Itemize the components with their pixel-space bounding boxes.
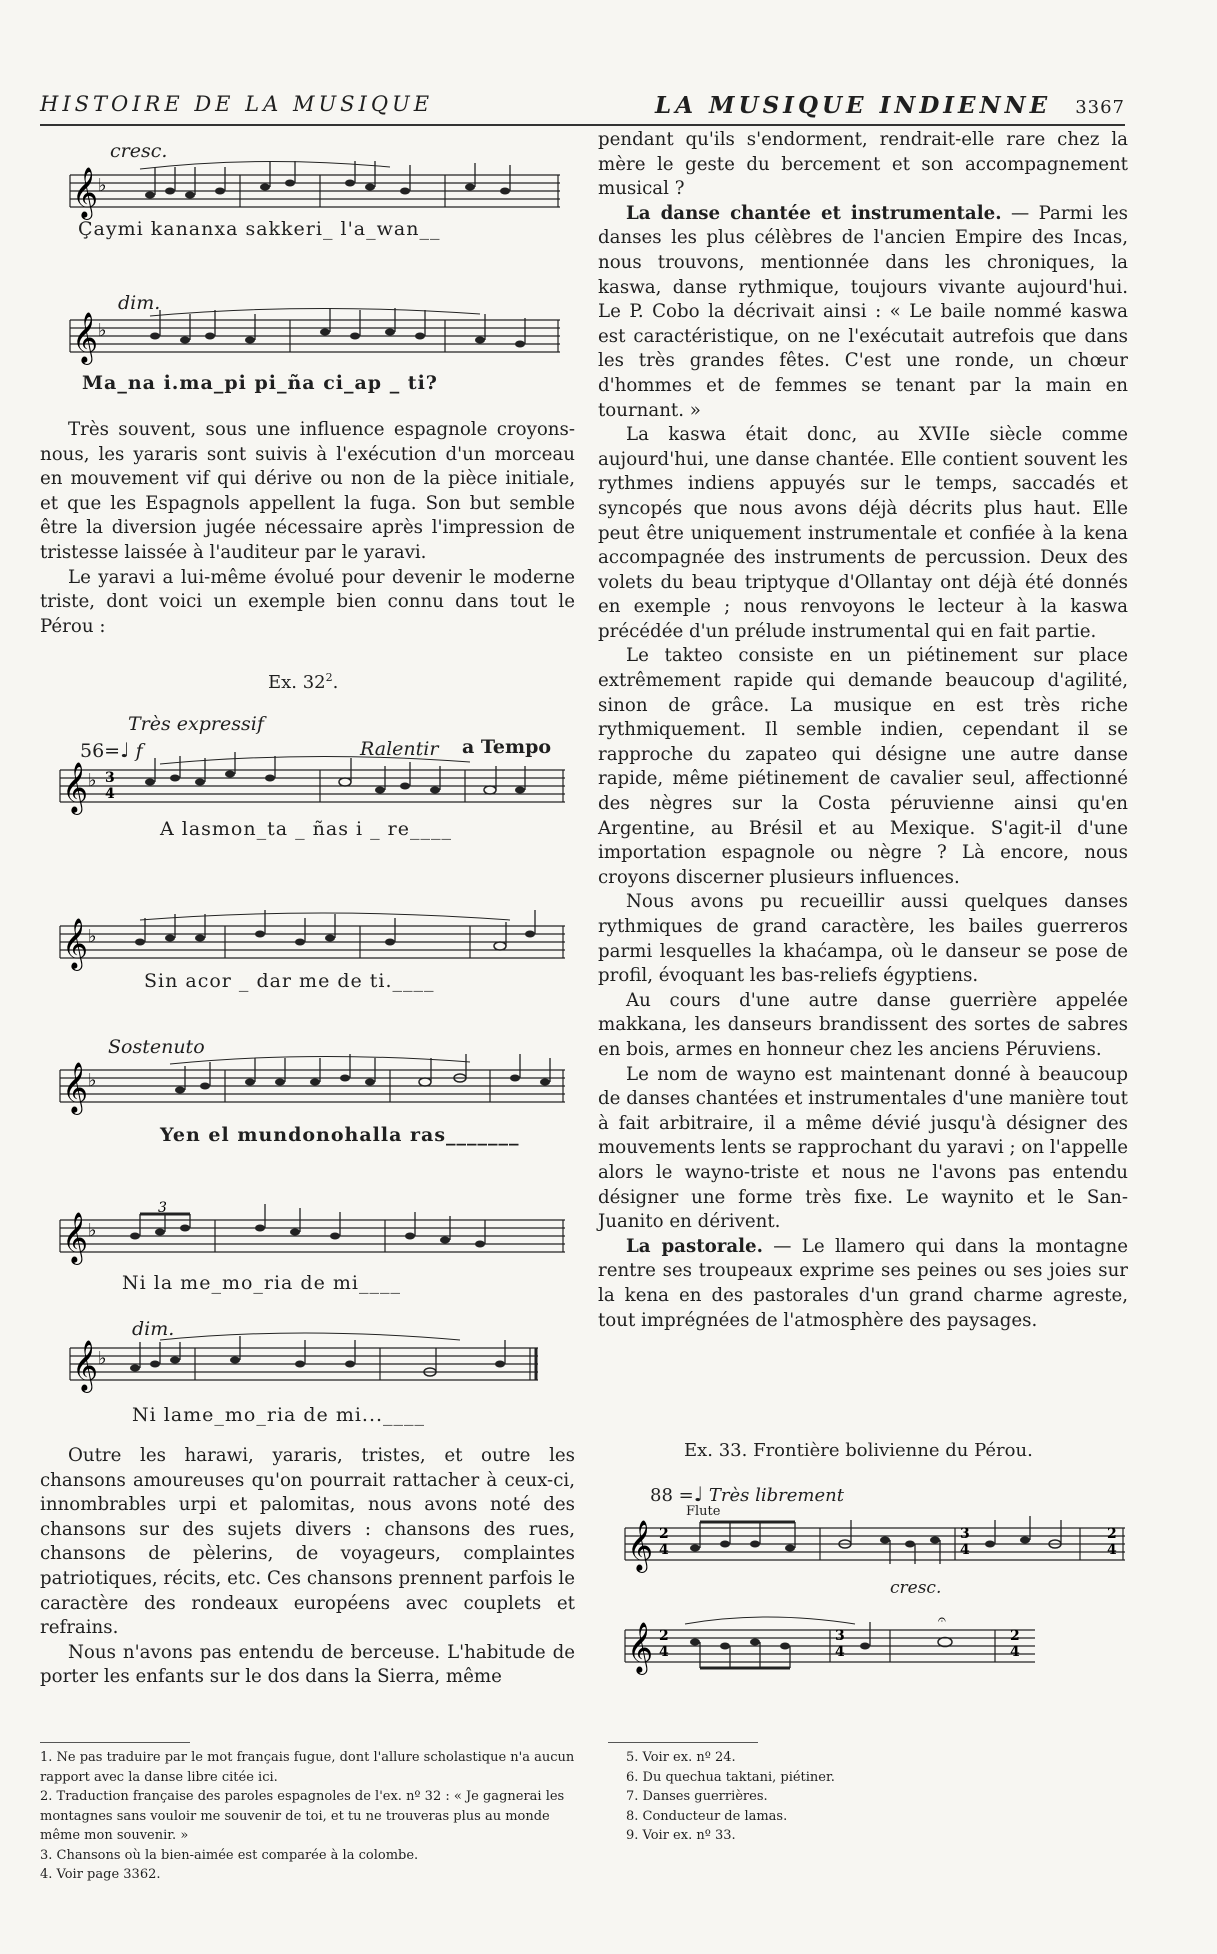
running-header — [40, 92, 1125, 118]
svg-text:2: 2 — [659, 1628, 669, 1644]
ex32-tempo-value: 56= — [80, 740, 121, 762]
ex32-lyric-1: A lasmon_ta _ ñas i _ re____ — [160, 818, 452, 840]
svg-text:𝄞: 𝄞 — [72, 312, 99, 363]
ex32-dynamic: f — [135, 740, 143, 762]
footnote-5: 5. Voir ex. nº 24. — [626, 1750, 736, 1765]
svg-text:𝄞: 𝄞 — [627, 1622, 654, 1673]
music-staff-3 — [50, 752, 570, 822]
svg-text:2: 2 — [659, 1526, 669, 1542]
left-paragraph-4: Nous n'avons pas entendu de berceuse. L'habitude de porter les enfants sur le dos dans la Sierra, même — [40, 1641, 575, 1688]
header-section-title: LA MUSIQUE INDIENNE — [655, 92, 1052, 119]
left-paragraph-3: Outre les harawi, yararis, tristes, et outre les chansons amoureuses qu'on pourrait rattacher à ceux-ci, innombrables urpi et palomitas, nous avons noté des chansons sur des sujets divers : chansons des rues, chansons de pèlerins, de voyageurs, complaintes patriotiques, récits, etc. Ces chansons prennent parfois le caractère des rondeaux européens avec couplets et refrains. — [40, 1445, 575, 1639]
right-paragraph-1: pendant qu'ils s'endorment, rendrait-elle rare chez la mère le geste du bercement et son accompagnement musical ? — [598, 129, 1128, 200]
music-staff-6 — [50, 1200, 570, 1270]
right-paragraph-8 — [598, 1235, 1128, 1333]
svg-text:3: 3 — [105, 770, 115, 786]
footnote-6: 6. Du quechua taktani, piétiner. — [626, 1769, 835, 1785]
right-paragraph-6: Au cours d'une autre danse guerrière appelée makkana, les danseurs brandissent des sortes de sabres en bois, armes en honneur chez les anciens Péruviens. — [598, 989, 1128, 1060]
ex1-lyric: Çaymi kananxa sakkeri_ l'a_wan__ — [78, 218, 441, 240]
footnote-8: 8. Conducteur de lamas. — [626, 1808, 788, 1824]
ex32-expression: Très expressif — [128, 713, 264, 735]
svg-text:𝄞: 𝄞 — [72, 167, 99, 218]
ex32-footnote-ref: 2 — [325, 671, 333, 684]
svg-text:♭: ♭ — [88, 1220, 97, 1241]
ex32-lyric-3: Yen el mundonohalla ras_______ — [160, 1124, 520, 1146]
svg-text:4: 4 — [960, 1542, 970, 1558]
music-staff-2 — [60, 300, 560, 370]
right-paragraph-2 — [598, 202, 1128, 423]
svg-text:𝄐: 𝄐 — [938, 1612, 946, 1628]
svg-text:𝄞: 𝄞 — [62, 1062, 89, 1113]
svg-text:𝄞: 𝄞 — [62, 918, 89, 969]
svg-text:♭: ♭ — [88, 770, 97, 791]
svg-text:3: 3 — [835, 1628, 845, 1644]
footnote-4: 4. Voir page 3362. — [40, 1867, 161, 1882]
footnote-9: 9. Voir ex. nº 33. — [626, 1828, 736, 1843]
svg-text:4: 4 — [1107, 1542, 1117, 1558]
ex33-cresc: cresc. — [890, 1578, 942, 1598]
right-footnote-rule — [608, 1742, 758, 1743]
right-column-text — [598, 128, 1128, 1333]
svg-text:𝄞: 𝄞 — [62, 1212, 89, 1263]
heading-pastorale: La pastorale. — [626, 1235, 763, 1257]
svg-text:♭: ♭ — [98, 175, 107, 196]
right-paragraph-3: La kaswa était donc, au XVIIe siècle comme aujourd'hui, une danse chantée. Elle contient souvent les rythmes indiens appuyés sur le temps, saccadés et syncopés que nous avons déjà décrits plus haut. Elle peut être uniquement instrumentale et confiée à la kena accompagnée des instruments de percussion. Deux des volets du beau triptyque d'Ollantay ont déjà été donnés en exemple ; nous renvoyons le lecteur à la kaswa précédée d'un prélude instrumental qui en fait partie. — [598, 424, 1128, 642]
heading-danse: La danse chantée et instrumentale. — [626, 202, 1002, 224]
music-staff-1 — [60, 155, 560, 225]
footnote-7: 7. Danses guerrières. — [626, 1789, 768, 1804]
svg-text:♭: ♭ — [98, 1348, 107, 1369]
left-footnotes — [40, 1748, 575, 1885]
header-right-title — [655, 92, 1125, 119]
ex32-dim-mark: dim. — [132, 1318, 175, 1340]
left-paragraph-2: Le yaravi a lui-même évolué pour devenir le moderne triste, dont voici un exemple bien connu dans tout le Pérou : — [40, 566, 575, 637]
ex32-label-text: Ex. 32 — [268, 672, 326, 693]
svg-text:3: 3 — [960, 1526, 970, 1542]
header-left-title: HISTOIRE DE LA MUSIQUE — [40, 92, 434, 116]
ex32-lyric-4: Ni la me_mo_ria de mi____ — [122, 1272, 401, 1294]
svg-text:4: 4 — [659, 1542, 669, 1558]
svg-text:2: 2 — [1107, 1526, 1117, 1542]
music-staff-ex33-1 — [615, 1508, 1135, 1578]
header-rule — [40, 124, 1125, 126]
svg-text:𝄞: 𝄞 — [627, 1520, 654, 1571]
footnote-3: 3. Chansons où la bien-aimée est comparée à la colombe. — [40, 1847, 419, 1863]
ex32-tempo: 56=♩ f — [80, 738, 143, 762]
right-paragraph-5: Nous avons pu recueillir aussi quelques danses rythmiques de grand caractère, les bailes guerreros parmi lesquelles la khaćampa, où le danseur se pose de profil, évoquant les bas-reliefs égyptiens. — [598, 891, 1128, 987]
music-staff-7 — [60, 1328, 540, 1398]
svg-text:𝄞: 𝄞 — [72, 1340, 99, 1391]
footnote-2: 2. Traduction française des paroles espagnoles de l'ex. nº 32 : « Je gagnerai les montagnes sans vouloir me souvenir de toi, et tu ne trouveras plus au monde même mon souvenir. » — [40, 1789, 565, 1843]
ex33-expression: Très librement — [708, 1485, 844, 1506]
right-paragraph-7: Le nom de wayno est maintenant donné à beaucoup de danses chantées et instrumentales d'une manière tout à fait arbitraire, il a même dévié jusqu'à désigner des mouvements lents se rapprochant du yaravi ; on l'appelle alors le wayno-triste et nous ne l'avons pas entendu désigner une forme très fixe. Le waynito et le San-Juanito en dérivent. — [598, 1063, 1128, 1233]
ex2-dynamic-mark: dim. — [118, 292, 161, 314]
ex32-atempo: a Tempo — [462, 736, 552, 758]
music-staff-ex33-2 — [615, 1610, 1035, 1680]
left-column-text-top — [40, 418, 575, 639]
ex1-dynamic-mark: cresc. — [110, 140, 168, 162]
ex32-sostenuto: Sostenuto — [108, 1036, 205, 1058]
svg-text:4: 4 — [105, 786, 115, 802]
footnote-1: 1. Ne pas traduire par le mot français fugue, dont l'allure scholastique n'a aucun rapport avec la danse libre citée ici. — [40, 1750, 575, 1785]
ex33-tempo-value: 88 = — [650, 1485, 694, 1506]
ex32-lyric-2: Sin acor _ dar me de ti.____ — [144, 970, 435, 992]
right-paragraph-2-text: — Parmi les danses les plus célèbres de l'ancien Empire des Incas, nous trouvons, mentionnée dans les chroniques, la kaswa, danse rythmique, toujours vivante aujourd'hui. Le P. Cobo la décrivait ainsi : « Le baile nommé kaswa est caractéristique, on ne l'exécutait autrefois que dans les très grandes fêtes. C'est une ronde, un chœur d'hommes et de femmes se tenant par la main en tournant. » — [598, 202, 1129, 421]
right-paragraph-4: Le takteo consiste en un piétinement sur place extrêmement rapide qui demande beaucoup d'agilité, sinon de grâce. La musique en est très riche rythmiquement. Il semble indien, cependant il se rapproche du zapateo qui désigne une autre danse rapide, même piétinement de cavalier seul, affectionné des nègres sur la Costa péruvienne ainsi qu'en Argentine, au Brésil et au Mexique. S'agit-il d'une importation espagnole ou nègre ? Là encore, nous croyons discerner plusieurs influences. — [598, 645, 1128, 888]
left-paragraph-1: Très souvent, sous une influence espagnole croyons-nous, les yararis sont suivis à l'exécution d'un morceau en mouvement vif qui dérive ou non de la pièce initiale, et que les Espagnols appellent la fuga. Son but semble être la diversion jugée nécessaire après l'impression de tristesse laissée à l'auditeur par le yaravi. — [40, 419, 575, 563]
svg-text:♭: ♭ — [88, 1070, 97, 1091]
left-column-text-bottom — [40, 1444, 575, 1690]
ex33-instrument: Flute — [686, 1504, 721, 1519]
ex33-label: Ex. 33. Frontière bolivienne du Pérou. — [684, 1440, 1033, 1461]
svg-text:♭: ♭ — [88, 926, 97, 947]
svg-text:𝄞: 𝄞 — [62, 762, 89, 813]
page-number: 3367 — [1075, 97, 1125, 118]
right-footnotes — [626, 1748, 1126, 1846]
svg-text:4: 4 — [659, 1644, 669, 1660]
ex33-tempo: 88 =♩ Très librement — [650, 1482, 844, 1506]
svg-text:3: 3 — [158, 1200, 167, 1216]
music-staff-5 — [50, 1050, 570, 1120]
svg-text:♭: ♭ — [98, 320, 107, 341]
ex32-ritard: Ralentir — [360, 738, 439, 760]
ex32-label: Ex. $32^2$. — [268, 671, 339, 693]
music-staff-4 — [50, 906, 570, 976]
ex32-lyric-5: Ni lame_mo_ria de mi...____ — [132, 1404, 426, 1426]
svg-text:2: 2 — [1010, 1628, 1020, 1644]
svg-text:4: 4 — [1010, 1644, 1020, 1660]
right-paragraph-8-text: — Le llamero qui dans la montagne rentre ses troupeaux exprime ses peines ou ses joies sur la kena en des pastorales d'un grand charme agreste, tout imprégnées de l'atmosphère des paysages. — [598, 1235, 1128, 1331]
ex2-lyric: Ma_na i.ma_pi pi_ña ci_ap _ ti? — [82, 372, 438, 394]
left-footnote-rule — [40, 1742, 190, 1743]
svg-text:4: 4 — [835, 1644, 845, 1660]
